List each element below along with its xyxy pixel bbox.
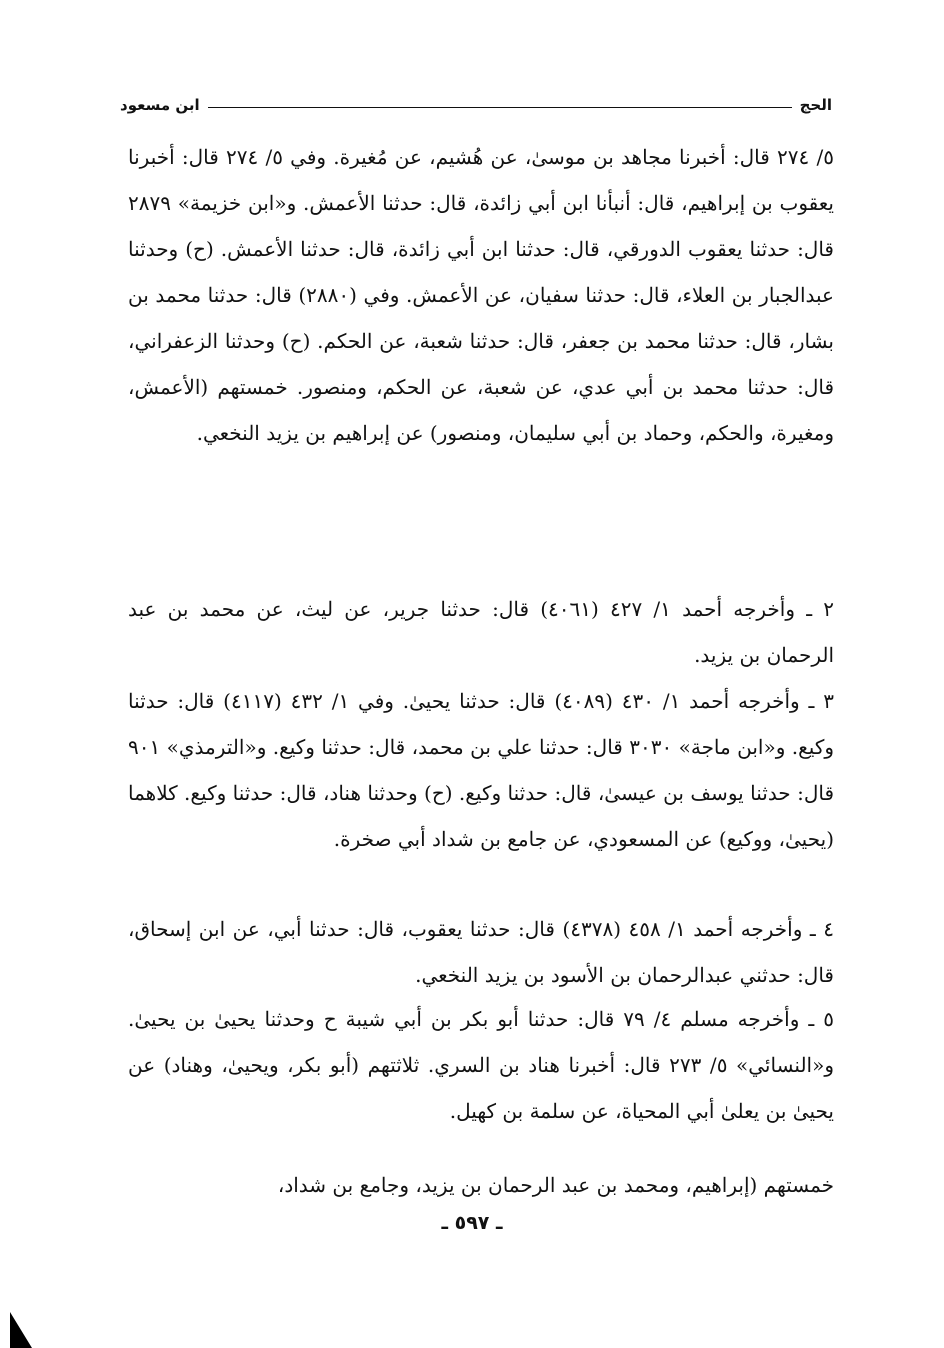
header-chapter-title: الحج xyxy=(799,96,832,114)
header-rule xyxy=(208,107,792,108)
body-text xyxy=(128,134,834,1208)
paragraph: ٥ ـ وأخرجه مسلم ٤/ ٧٩ قال: حدثنا أبو بكر بن أبي شيبة ح وحدثنا يحيىٰ بن يحيىٰ. و«النسائي» ٥/ ٢٧٣ قال: أخبرنا هناد بن السري. ثلاثتهم (أبو بكر، ويحيىٰ، وهناد) عن يحيىٰ بن يعلىٰ أبي المحياة، عن سلمة بن كهيل. xyxy=(128,1007,834,1123)
paragraph: ٣ ـ وأخرجه أحمد ١/ ٤٣٠ (٤٠٨٩) قال: حدثنا يحيىٰ. وفي ١/ ٤٣٢ (٤١١٧) قال: حدثنا وكيع. و«ابن ماجة» ٣٠٣٠ قال: حدثنا علي بن محمد، قال: حدثنا وكيع. و«الترمذي» ٩٠١ قال: حدثنا يوسف بن عيسىٰ، قال: حدثنا وكيع. (ح) وحدثنا هناد، قال: حدثنا وكيع. كلاهما (يحيىٰ، ووكيع) عن المسعودي، عن جامع بن شداد أبي صخرة. xyxy=(128,689,834,851)
paragraph: ٢ ـ وأخرجه أحمد ١/ ٤٢٧ (٤٠٦١) قال: حدثنا جرير، عن ليث، عن محمد بن عبد الرحمان بن يزيد. xyxy=(128,597,835,667)
running-header xyxy=(120,92,832,118)
header-section-title: ابن مسعود xyxy=(120,96,200,114)
paragraph: ٤ ـ وأخرجه أحمد ١/ ٤٥٨ (٤٣٧٨) قال: حدثنا يعقوب، قال: حدثنا أبي، عن ابن إسحاق، قال: حدثني عبدالرحمان بن الأسود بن يزيد النخعي. xyxy=(128,917,834,987)
corner-triangle-mark xyxy=(10,1312,32,1348)
paragraph: ٥/ ٢٧٤ قال: أخبرنا مجاهد بن موسىٰ، عن هُشيم، عن مُغيرة. وفي ٥/ ٢٧٤ قال: أخبرنا يعقوب بن إبراهيم، قال: أنبأنا ابن أبي زائدة، قال: حدثنا الأعمش. و«ابن خزيمة» ٢٨٧٩ قال: حدثنا يعقوب الدورقي، قال: حدثنا ابن أبي زائدة، قال: حدثنا الأعمش. (ح) وحدثنا عبدالجبار بن العلاء، قال: حدثنا سفيان، عن الأعمش. وفي (٢٨٨٠) قال: حدثنا محمد بن بشار، قال: حدثنا محمد بن جعفر، قال: حدثنا شعبة، عن الحكم. (ح) وحدثنا الزعفراني، قال: حدثنا محمد بن أبي عدي، عن شعبة، عن الحكم، ومنصور. خمستهم (الأعمش، ومغيرة، والحكم، وحماد بن أبي سليمان، ومنصور) عن إبراهيم بن يزيد النخعي. xyxy=(128,145,834,445)
page-number: ـ ٥٩٧ ـ xyxy=(441,1212,503,1234)
paragraph: خمستهم (إبراهيم، ومحمد بن عبد الرحمان بن يزيد، وجامع بن شداد، xyxy=(277,1173,834,1197)
